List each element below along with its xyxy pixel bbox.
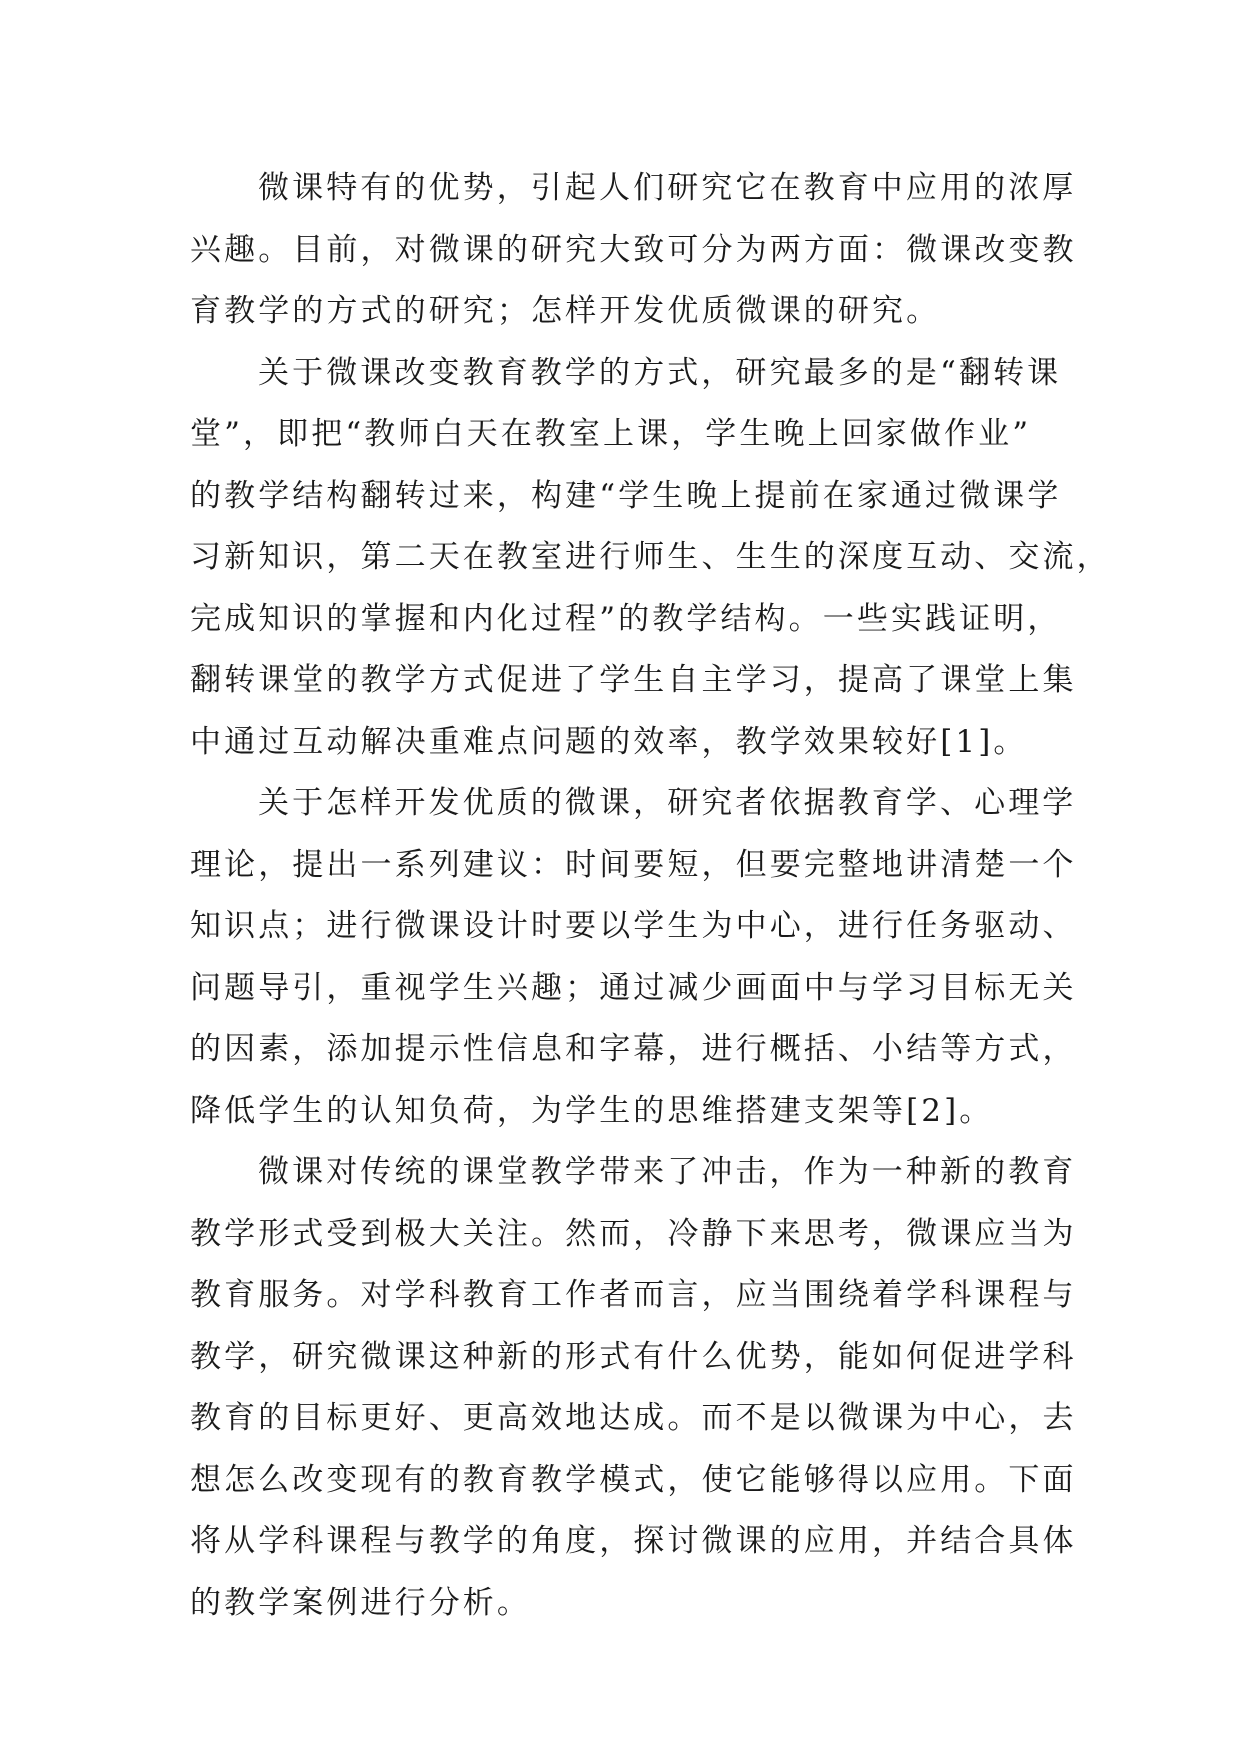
document-body <box>190 158 1111 1634</box>
paragraph-line: 降低学生的认知负荷，为学生的思维搭建支架等[2]。 <box>190 1092 994 1129</box>
paragraph-line: 兴趣。目前，对微课的研究大致可分为两方面：微课改变教 <box>190 231 1077 268</box>
paragraph-line: 教学形式受到极大关注。然而，冷静下来思考，微课应当为 <box>190 1215 1077 1252</box>
paragraph-line: 翻转课堂的教学方式促进了学生自主学习，提高了课堂上集 <box>190 662 1077 698</box>
paragraph-line: 堂”，即把“教师白天在教室上课，学生晚上回家做作业” <box>190 416 1032 452</box>
paragraph-line: 微课特有的优势，引起人们研究它在教育中应用的浓厚 <box>258 170 1077 206</box>
paragraph-3 <box>190 773 1077 1142</box>
paragraph-line: 的因素，添加提示性信息和字幕，进行概括、小结等方式， <box>190 1031 1077 1067</box>
paragraph-line: 知识点；进行微课设计时要以学生为中心，进行任务驱动、 <box>190 908 1077 944</box>
paragraph-1 <box>190 158 1077 343</box>
paragraph-line: 关于微课改变教育教学的方式，研究最多的是“翻转课 <box>258 354 1062 391</box>
paragraph-4 <box>190 1142 1077 1634</box>
paragraph-line: 完成知识的掌握和内化过程”的教学结构。一些实践证明， <box>190 600 1062 637</box>
paragraph-line: 习新知识，第二天在教室进行师生、生生的深度互动、交流， <box>190 539 1111 575</box>
paragraph-line: 微课对传统的课堂教学带来了冲击，作为一种新的教育 <box>258 1154 1077 1190</box>
paragraph-line: 理论，提出一系列建议：时间要短，但要完整地讲清楚一个 <box>190 846 1077 883</box>
paragraph-line: 问题导引，重视学生兴趣；通过减少画面中与学习目标无关 <box>190 969 1077 1006</box>
paragraph-line: 中通过互动解决重难点问题的效率，教学效果较好[1]。 <box>190 723 1028 760</box>
paragraph-line: 教育的目标更好、更高效地达成。而不是以微课为中心，去 <box>190 1400 1077 1436</box>
paragraph-line: 育教学的方式的研究；怎样开发优质微课的研究。 <box>190 293 941 329</box>
paragraph-line: 教学，研究微课这种新的形式有什么优势，能如何促进学科 <box>190 1338 1077 1375</box>
paragraph-line: 的教学案例进行分析。 <box>190 1584 531 1621</box>
paragraph-line: 将从学科课程与教学的角度，探讨微课的应用，并结合具体 <box>190 1523 1077 1559</box>
paragraph-line: 教育服务。对学科教育工作者而言，应当围绕着学科课程与 <box>190 1277 1077 1313</box>
paragraph-line: 的教学结构翻转过来，构建“学生晚上提前在家通过微课学 <box>190 477 1062 514</box>
paragraph-line: 想怎么改变现有的教育教学模式，使它能够得以应用。下面 <box>190 1461 1077 1498</box>
paragraph-2 <box>190 343 1111 774</box>
paragraph-line: 关于怎样开发优质的微课，研究者依据教育学、心理学 <box>258 785 1077 821</box>
